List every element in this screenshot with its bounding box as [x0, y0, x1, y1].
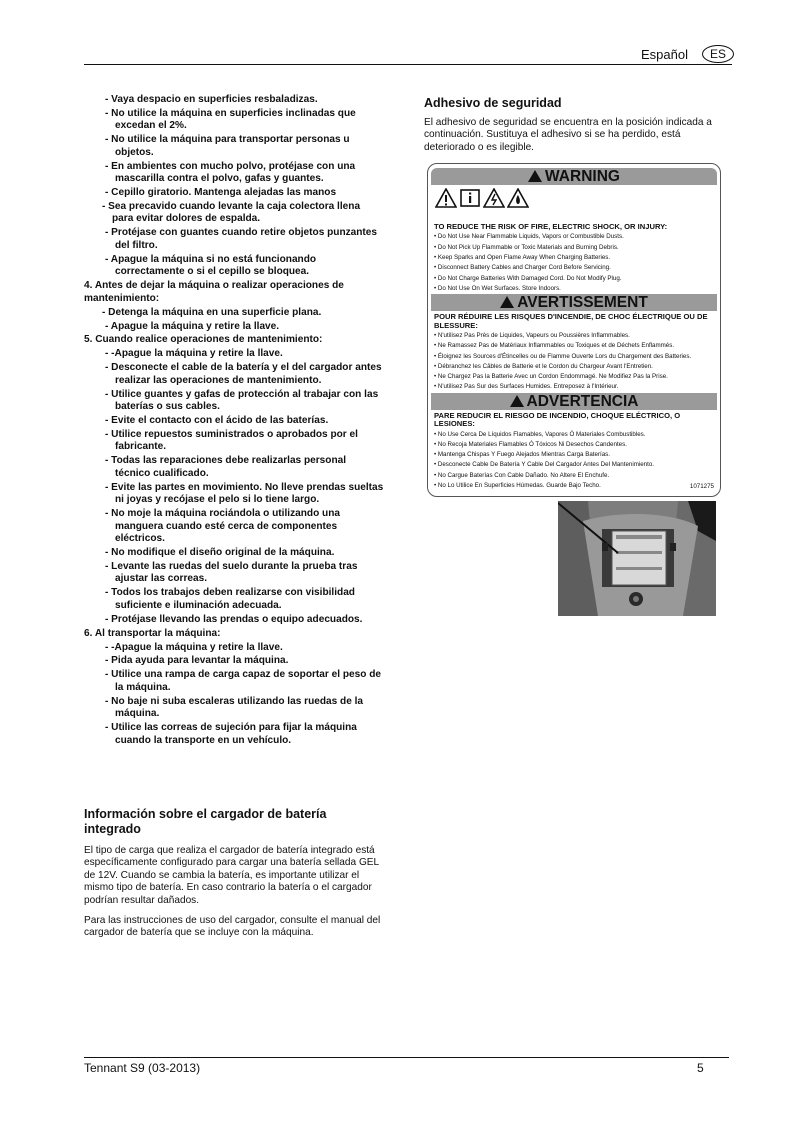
charger-heading: Información sobre el cargador de batería integrado [84, 807, 327, 836]
hazard-icons [431, 185, 717, 221]
list-item: - No utilice la máquina en superficies inclinadas que excedan el 2%. [105, 107, 356, 132]
advertencia-item: • No Use Cerca De Líquidos Flamables, Vapores Ó Materiales Combustibles. [434, 430, 646, 438]
list-item: - Apague la máquina y retire la llave. [105, 320, 280, 332]
warning-item: • Disconnect Battery Cables and Charger Cord Before Servicing. [434, 264, 611, 272]
warning-triangle-icon [528, 170, 542, 182]
list-item: - Utilice las correas de sujeción para fijar la máquina cuando la transporte en un vehículo. [105, 722, 357, 746]
advertencia-item: • No Cargue Baterías Con Cable Dañado. No Altere El Enchufe. [434, 471, 610, 479]
advertencia-item: • Desconecte Cable De Batería Y Cable Del Cargador Antes Del Mantenimiento. [434, 461, 654, 469]
list-item: - Sea precavido cuando levante la caja colectora llena para evitar dolores de espalda. [102, 200, 361, 225]
section-4-title: 4. Antes de dejar la máquina o realizar operaciones de mantenimiento: [84, 280, 344, 304]
list-item: - Utilice repuestos suministrados o aprobados por el fabricante. [105, 428, 358, 453]
list-item: - Apague la máquina si no está funcionando correctamente o si el cepillo se bloquea. [105, 253, 317, 278]
advertencia-headline: PARE REDUCIR EL RIESGO DE INCENDIO, CHOQUE ELÉCTRICO, O LESIONES: [434, 410, 681, 429]
caution-triangle-icon [435, 188, 457, 208]
list-item: - Desconecte el cable de la batería y el del cargador antes realizar las operaciones de mantenimiento. [105, 362, 382, 386]
advertencia-item: • No Lo Utilice En Superficies Húmedas. Guarde Bajo Techo. [434, 482, 601, 490]
footer-rule [84, 1057, 729, 1058]
list-item: - No moje la máquina rociándola o utilizando una manguera cuando esté cerca de componentes eléctricos. [105, 508, 340, 545]
part-number: 1071275 [689, 483, 714, 490]
list-item: - Evite el contacto con el ácido de las baterías. [105, 415, 329, 427]
list-item: - Utilice guantes y gafas de protección al trabajar con las baterías o sus cables. [105, 388, 379, 413]
list-item: - -Apague la máquina y retire la llave. [105, 348, 283, 360]
section-6-title: 6. Al transportar la máquina: [84, 627, 221, 639]
warning-banner: WARNING [431, 168, 717, 185]
charger-paragraph: El tipo de carga que realiza el cargador de batería integrado está específicamente configurado para cargar una batería sellada GEL de 12V. Cuando se cambia la batería, es importante utilizar el mismo tipo de batería. En caso contrario la batería o el cargador podrían resultar dañados. [84, 845, 379, 906]
avertissement-item: • Ne Ramassez Pas de Matériaux Inflammables ou Toxiques et de Déchets Enflammés. [434, 342, 675, 350]
advertencia-item: • No Recoja Materiales Flamables Ó Tóxicos Ni Desechos Candentes. [434, 440, 627, 448]
list-item: - -Apague la máquina y retire la llave. [105, 641, 283, 653]
list-item: - Utilice una rampa de carga capaz de soportar el peso de la máquina. [105, 669, 381, 693]
warning-item: • Do Not Pick Up Flammable or Toxic Materials and Burning Debris. [434, 243, 619, 251]
safety-label-heading: Adhesivo de seguridad [424, 96, 562, 110]
electric-shock-icon [483, 188, 505, 208]
safety-decal [427, 163, 721, 497]
read-manual-icon [459, 188, 481, 208]
warning-triangle-icon [510, 395, 524, 407]
avertissement-item: • N'utilisez Pas Près de Liquides, Vapeurs ou Poussières Inflammables. [434, 332, 630, 339]
decal-location-photo [558, 501, 716, 616]
header-rule [84, 64, 732, 65]
header-language: Español [641, 47, 688, 62]
list-item: - Todos los trabajos deben realizarse con visibilidad suficiente e iluminación adecuada. [105, 587, 355, 611]
charger-instructions-paragraph: Para las instrucciones de uso del cargador, consulte el manual del cargador de batería que se incluye con la máquina. [84, 915, 381, 939]
list-item: - Vaya despacio en superficies resbaladizas. [105, 94, 318, 105]
list-item: - Protéjase con guantes cuando retire objetos punzantes del filtro. [105, 227, 378, 251]
list-item: - Detenga la máquina en una superficie plana. [102, 306, 322, 318]
warning-item: • Do Not Use Near Flammable Liquids, Vapors or Combustible Dusts. [434, 233, 624, 241]
footer-model: Tennant S9 (03-2013) [84, 1061, 201, 1075]
list-item: - No modifique el diseño original de la máquina. [105, 547, 335, 559]
machine-photo [558, 501, 716, 616]
list-item: - Cepillo giratorio. Mantenga alejadas las manos [105, 187, 337, 199]
avertissement-item: • Débranchez les Câbles de Batterie et le Cordon du Chargeur Avant l'Entretien. [434, 362, 653, 370]
warning-item: • Do Not Charge Batteries With Damaged Cord. Do Not Modify Plug. [434, 274, 622, 282]
safety-label-description: El adhesivo de seguridad se encuentra en la posición indicada a continuación. Sustituya el adhesivo si se ha perdido, está deteriorado o es ilegible. [424, 117, 712, 153]
avertissement-item: • Éloignez les Sources d'Étincelles ou de Flamme Ouverte Lors du Chargement des Batteries. [434, 352, 692, 360]
warning-item: • Do Not Use On Wet Surfaces. Store Indoors. [434, 284, 561, 292]
language-badge: ES [702, 45, 734, 63]
section-5-title: 5. Cuando realice operaciones de mantenimiento: [84, 334, 323, 346]
avertissement-item: • Ne Chargez Pas la Batterie Avec un Cordon Endommagé. Ne Modifiez Pas la Prise. [434, 373, 668, 381]
safety-instructions-column [84, 94, 384, 749]
advertencia-item: • Mantenga Chispas Y Fuego Alejados Mientras Carga Baterías. [434, 451, 610, 459]
fire-hazard-icon [507, 188, 529, 208]
warning-headline: TO REDUCE THE RISK OF FIRE, ELECTRIC SHOCK, OR INJURY: [434, 222, 668, 231]
list-item: - Todas las reparaciones debe realizarlas personal técnico cualificado. [105, 455, 347, 479]
avertissement-item: • N'utilisez Pas Sur des Surfaces Humides. Entreposez à l'Intérieur. [434, 383, 619, 391]
list-item: - Protéjase llevando las prendas o equipo adecuados. [105, 613, 363, 625]
warning-triangle-icon [500, 296, 514, 308]
avertissement-banner: AVERTISSEMENT [431, 294, 717, 311]
list-item: - Levante las ruedas del suelo durante la prueba tras ajustar las correas. [105, 560, 358, 585]
page-number: 5 [697, 1061, 704, 1075]
list-item: - Pida ayuda para levantar la máquina. [105, 655, 289, 667]
advertencia-banner: ADVERTENCIA [431, 393, 717, 410]
list-item: - No utilice la máquina para transportar personas u objetos. [105, 134, 350, 158]
list-item: - No baje ni suba escaleras utilizando las ruedas de la máquina. [105, 695, 364, 720]
avertissement-headline: POUR RÉDUIRE LES RISQUES D'INCENDIE, DE CHOC ÉLECTRIQUE OU DE BLESSURE: [434, 312, 708, 330]
list-item: - En ambientes con mucho polvo, protéjase con una mascarilla contra el polvo, gafas y guantes. [105, 160, 356, 185]
warning-item: • Keep Sparks and Open Flame Away When Charging Batteries. [434, 254, 611, 261]
list-item: - Evite las partes en movimiento. No lleve prendas sueltas ni joyas y recójase el pelo si lo tiene largo. [105, 481, 384, 506]
